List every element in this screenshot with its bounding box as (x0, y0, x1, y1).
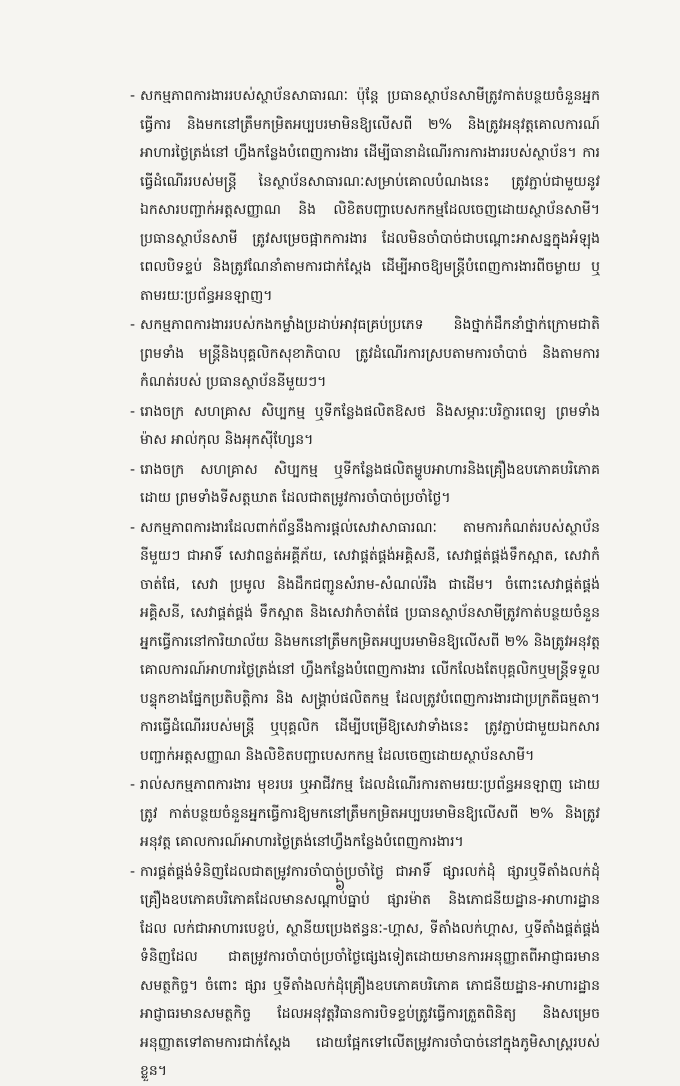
bullet-text: ការផ្គត់ផ្គង់ទំនិញដែលជាតម្រូវការចាំបាច់ប្រចាំថ្ងៃ ជាអាទិ៍ ផ្សារលក់ដុំ ផ្សារឬទីតាំងលក់ដុំ គ្រឿងឧបភោគបរិភោគដែលមានសណ្ដាប់ធ្នាប់ ផ្សារម៉ាត និងភោជនីយដ្ឋាន-អាហារដ្ឋានដែល លក់ជាអាហារបេខ្ចប់, ស្ថានីយប្រេងឥន្ធនៈ-ហ្គាស, ទីតាំងលក់ហ្គាស, ឬទីតាំងផ្គត់ផ្គង់ទំនិញដែល ជាតម្រូវការចាំបាច់ប្រចាំថ្ងៃផ្សេងទៀតដោយមានការអនុញ្ញាតពីអាជ្ញាធរមានសមត្ថកិច្ច។ ចំពោះ ផ្សារ ឬទីតាំងលក់ដុំគ្រឿងឧបភោគបរិភោគ ភោជនីយដ្ឋាន-អាហារដ្ឋាន អាជ្ញាធរមានសមត្ថកិច្ច ដែលអនុវត្តវិធានការបិទខ្ទប់ត្រូវធ្វើការត្រួតពិនិត្យ និងសម្រេចអនុញ្ញាតទៅតាមការជាក់ស្ដែង ដោយផ្អែកទៅលើតម្រូវការចាំបាច់នៅក្នុងភូមិសាស្ត្ររបស់ខ្លួន។ (140, 863, 600, 1079)
bullet-text: រាល់សកម្មភាពការងារ មុខរបរ ឬអាជីវកម្ម ដែលដំណើរការតាមរយៈប្រព័ន្ធអនឡាញ ដោយត្រូវ កាត់បន្ថយចំនួនអ្នកធ្វើការឱ្យមកនៅត្រឹមកម្រិតអប្បបរមាមិនឱ្យលើសពី ២% និងត្រូវអនុវត្ត គោលការណ៍អាហារថ្ងៃត្រង់នៅហ្វឹងកន្លែងបំពេញការងារ។ (140, 777, 600, 850)
bullet-item (130, 771, 600, 857)
bullet-item (130, 514, 600, 771)
bullet-marker: - (130, 863, 136, 880)
bullet-marker: - (130, 88, 136, 104)
bullet-marker: - (130, 461, 136, 478)
bullet-text: សកម្មភាពការងារដែលពាក់ព័ន្ធនឹងការផ្ដល់សេវាសាធារណៈ តាមការកំណត់របស់ស្ថាប័ននីមួយៗ ជាអាទិ៍ សេវាពន្លត់អគ្គីភ័យ, សេវាផ្គត់ផ្គង់អគ្គិសនី, សេវាផ្គត់ផ្គង់ទឹកស្អាត, សេវាកំចាត់ផែ, សេវា ប្រមូល និងដឹកជញ្ជូនសំរាម-សំណល់រឹង ជាដើម។ ចំពោះសេវាផ្គត់ផ្គង់អគ្គិសនី, សេវាផ្គត់ផ្គង់ ទឹកស្អាត និងសេវាកំចាត់ផែ ប្រធានស្ថាប័នសាមីត្រូវកាត់បន្ថយចំនួនអ្នកធ្វើការនៅការិយាល័យ និងមកនៅត្រឹមកម្រិតអប្បបរមាមិនឱ្យលើសពី ២% និងត្រូវអនុវត្តគោលការណ៍អាហារថ្ងៃត្រង់នៅ ហ្វឹងកន្លែងបំពេញការងារ លើកលែងតែបុគ្គលិកឬមន្ត្រីទទួលបន្ទុកខាងផ្នែកប្រតិបត្តិការ និង សង្គ្រាប់ផលិតកម្ម ដែលត្រូវបំពេញការងារជាប្រក្រតីធម្មតា។ ការធ្វើដំណើររបស់មន្ត្រី ឬបុគ្គលិក ដើម្បីបម្រើឱ្យសេវាទាំងនេះ ត្រូវភ្ជាប់ជាមួយឯកសារបញ្ជាក់អត្តសញ្ញាណ និងលិខិតបញ្ជាបេសកកម្ម ដែលចេញដោយស្ថាប័នសាមី។ (140, 519, 600, 764)
page-number: ៦ (334, 876, 346, 894)
bullet-marker: - (130, 403, 136, 420)
bullet-text: រោងចក្រ សហគ្រាស សិប្បកម្ម ឬទីកន្លែងផលិតម្ហូបអាហារនិងគ្រឿងឧបភោគបរិភោគ ដោយ ព្រមទាំងទីសត្តឃាត ដែលជាតម្រូវការចាំបាច់ប្រចាំថ្ងៃ។ (140, 461, 600, 506)
bullet-item (130, 82, 600, 310)
bullet-item (130, 311, 600, 397)
bullet-text: រោងចក្រ សហគ្រាស សិប្បកម្ម ឬទីកន្លែងផលិតឱសថ និងសម្ភារៈបរិក្ខារពេទ្យ ព្រមទាំងម៉ាស អាល់កុល និងអុកស៊ីហ្សែន។ (140, 403, 600, 448)
bullet-text: សកម្មភាពការងាររបស់កងកម្លាំងប្រដាប់អាវុធគ្រប់ប្រភេទ និងថ្នាក់ដឹកនាំថ្នាក់ក្រោមជាតិ ព្រមទាំង មន្ត្រីនិងបុគ្គលិកសុខាភិបាល ត្រូវដំណើរការស្របតាមការចាំបាច់ និងតាមការកំណត់របស់ ប្រធានស្ថាប័ននីមួយៗ។ (140, 317, 600, 390)
bullet-marker: - (130, 317, 136, 333)
bullet-item (130, 398, 600, 455)
bullet-marker: - (130, 519, 136, 536)
bullet-text: សកម្មភាពការងាររបស់ស្ថាប័នសាធារណៈ ប៉ុន្តែ ប្រធានស្ថាប័នសាមីត្រូវកាត់បន្ថយចំនួនអ្នកធ្វើការ និងមកនៅត្រឹមកម្រិតអប្បបរមាមិនឱ្យលើសពី ២% និងត្រូវអនុវត្តគោលការណ៍អាហារថ្ងៃត្រង់នៅ ហ្វឹងកន្លែងបំពេញការងារ ដើម្បីធានាដំណើរការការងាររបស់ស្ថាប័ន។ ការធ្វើដំណើររបស់មន្ត្រី នៃស្ថាប័នសាធារណៈសម្រាប់គោលបំណងនេះ ត្រូវភ្ជាប់ជាមួយនូវឯកសារបញ្ជាក់អត្តសញ្ញាណ និង លិខិតបញ្ជាបេសកកម្មដែលចេញដោយស្ថាប័នសាមី។ ប្រធានស្ថាប័នសាមី ត្រូវសម្រេចផ្អាកការងារ ដែលមិនចាំបាច់ជាបណ្ដោះអាសន្នក្នុងអំឡុងពេលបិទខ្ទប់ និងត្រូវណែនាំតាមការជាក់ស្ដែង ដើម្បីអាចឱ្យមន្ត្រីបំពេញការងារពីចម្ងាយ ឬតាមរយៈប្រព័ន្ធអនឡាញ។ (140, 88, 600, 304)
bullet-item (130, 456, 600, 513)
bullet-list (130, 82, 600, 1086)
bullet-marker: - (130, 777, 136, 793)
